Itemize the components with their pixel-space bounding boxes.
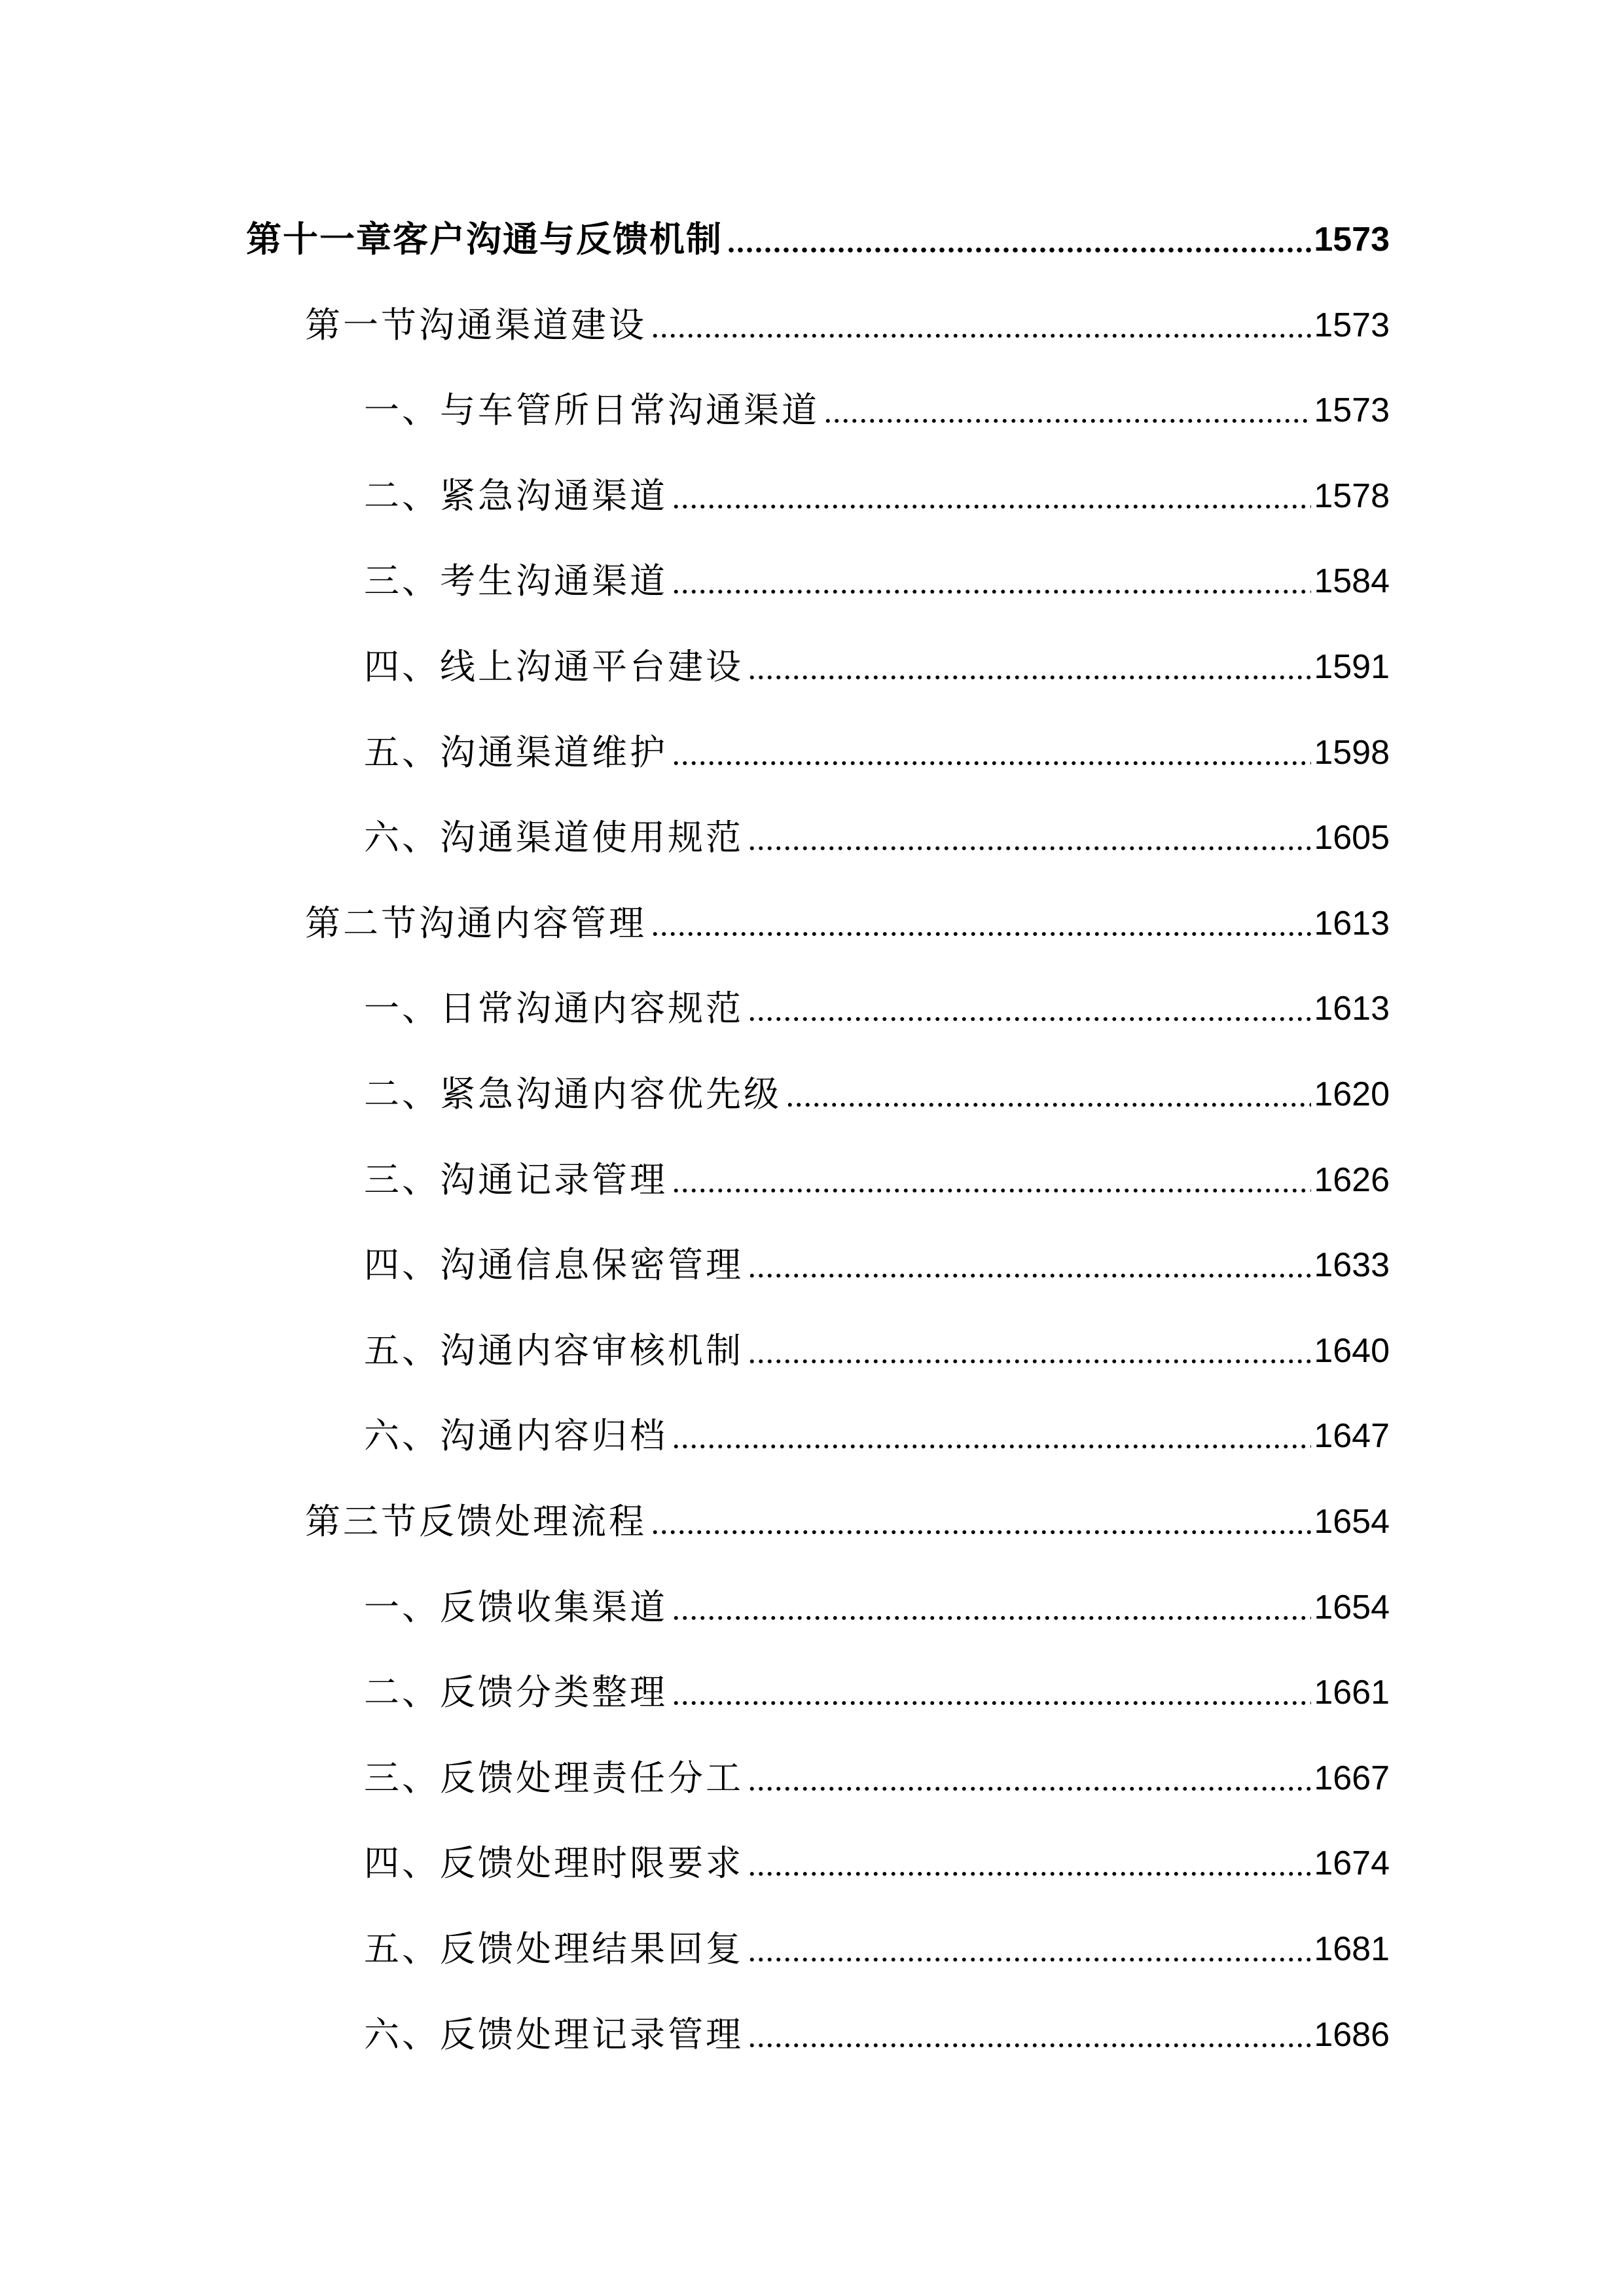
- dot-leader: [748, 1931, 1311, 1967]
- toc-entry-title: 一、与车管所日常沟通渠道: [364, 389, 820, 431]
- dot-leader: [748, 1846, 1311, 1881]
- dot-leader: [651, 906, 1311, 941]
- dot-leader: [748, 1333, 1311, 1369]
- dot-leader: [672, 1418, 1311, 1454]
- dot-leader: [748, 649, 1311, 685]
- toc-entry-page-number: 1573: [1314, 391, 1390, 430]
- toc-entry-page-number: 1654: [1314, 1588, 1390, 1626]
- toc-entry-page-number: 1613: [1314, 904, 1390, 942]
- toc-entry-title: 一、日常沟通内容规范: [364, 988, 744, 1030]
- dot-leader: [672, 735, 1311, 770]
- toc-entry[interactable]: [305, 1489, 1390, 1554]
- toc-entry[interactable]: [364, 1916, 1390, 1982]
- toc-entry-title: 三、沟通记录管理: [364, 1158, 668, 1200]
- toc-entry[interactable]: [246, 207, 1390, 272]
- toc-entry[interactable]: [364, 2002, 1390, 2068]
- toc-entry[interactable]: [364, 1062, 1390, 1127]
- toc-entry-page-number: 1605: [1314, 819, 1390, 857]
- toc-entry-page-number: 1620: [1314, 1075, 1390, 1113]
- toc-entry-title: 五、沟通渠道维护: [364, 731, 668, 773]
- toc-entry-title: 二、紧急沟通渠道: [364, 475, 668, 516]
- dot-leader: [651, 308, 1311, 343]
- toc-entry-title: 四、沟通信息保密管理: [364, 1244, 744, 1286]
- toc-entry-page-number: 1626: [1314, 1160, 1390, 1199]
- toc-entry-page-number: 1598: [1314, 733, 1390, 772]
- toc-entry-page-number: 1573: [1314, 221, 1390, 259]
- toc-entry-page-number: 1640: [1314, 1331, 1390, 1370]
- toc-entry-page-number: 1667: [1314, 1759, 1390, 1797]
- toc-entry-title: 二、反馈分类整理: [364, 1672, 668, 1713]
- toc-entry-page-number: 1584: [1314, 562, 1390, 601]
- toc-entry[interactable]: [305, 891, 1390, 956]
- dot-leader: [748, 2017, 1311, 2053]
- toc-entry-title: 三、考生沟通渠道: [364, 560, 668, 602]
- toc-entry-title: 六、沟通内容归档: [364, 1415, 668, 1457]
- toc-entry[interactable]: [364, 634, 1390, 700]
- toc-entry-title: 第十一章客户沟通与反馈机制: [246, 219, 723, 260]
- dot-leader: [748, 1761, 1311, 1796]
- toc-entry-page-number: 1613: [1314, 990, 1390, 1028]
- dot-leader: [823, 393, 1311, 428]
- toc-entry-title: 六、反馈处理记录管理: [364, 2013, 744, 2055]
- toc-entry[interactable]: [364, 1575, 1390, 1640]
- toc-entry[interactable]: [364, 548, 1390, 614]
- toc-entry[interactable]: [364, 805, 1390, 870]
- toc-entry-title: 一、反馈收集渠道: [364, 1586, 668, 1628]
- toc-entry-title: 五、反馈处理结果回复: [364, 1928, 744, 1969]
- dot-leader: [651, 1504, 1311, 1539]
- toc-entry-page-number: 1661: [1314, 1674, 1390, 1712]
- dot-leader: [727, 222, 1311, 257]
- dot-leader: [748, 820, 1311, 855]
- toc-entry[interactable]: [364, 463, 1390, 529]
- toc-entry[interactable]: [364, 1746, 1390, 1811]
- toc-entry[interactable]: [364, 1318, 1390, 1384]
- toc-entry[interactable]: [364, 1147, 1390, 1213]
- toc-entry-page-number: 1686: [1314, 2015, 1390, 2054]
- toc-entry[interactable]: [364, 1403, 1390, 1469]
- toc-entry-page-number: 1573: [1314, 306, 1390, 344]
- dot-leader: [672, 1162, 1311, 1198]
- toc-entry[interactable]: [364, 720, 1390, 785]
- toc-entry-title: 六、沟通渠道使用规范: [364, 817, 744, 859]
- toc-entry[interactable]: [364, 1232, 1390, 1298]
- dot-leader: [672, 1675, 1311, 1710]
- dot-leader: [748, 1247, 1311, 1283]
- toc-entry-title: 第一节沟通渠道建设: [305, 304, 647, 346]
- dot-leader: [672, 1590, 1311, 1625]
- toc-entry[interactable]: [364, 1660, 1390, 1725]
- toc-entry-page-number: 1578: [1314, 476, 1390, 515]
- toc-entry[interactable]: [364, 976, 1390, 1041]
- toc-entry[interactable]: [305, 293, 1390, 358]
- toc-entry[interactable]: [364, 1831, 1390, 1896]
- toc-entry-title: 四、反馈处理时限要求: [364, 1842, 744, 1884]
- dot-leader: [748, 991, 1311, 1026]
- toc-entry-title: 五、沟通内容审核机制: [364, 1329, 744, 1371]
- dot-leader: [785, 1077, 1311, 1112]
- toc-entry-title: 第三节反馈处理流程: [305, 1501, 647, 1542]
- toc-entry-title: 四、线上沟通平台建设: [364, 646, 744, 687]
- toc-entry[interactable]: [364, 378, 1390, 443]
- toc-entry-page-number: 1633: [1314, 1246, 1390, 1285]
- toc-entry-title: 二、紧急沟通内容优先级: [364, 1073, 782, 1115]
- toc-entry-page-number: 1654: [1314, 1503, 1390, 1541]
- dot-leader: [672, 478, 1311, 514]
- toc-entry-page-number: 1647: [1314, 1417, 1390, 1456]
- toc-entry-page-number: 1681: [1314, 1930, 1390, 1968]
- toc-entry-page-number: 1674: [1314, 1844, 1390, 1883]
- toc-entry-page-number: 1591: [1314, 648, 1390, 686]
- toc-entry-title: 第二节沟通内容管理: [305, 902, 647, 944]
- dot-leader: [672, 564, 1311, 599]
- toc-entry-title: 三、反馈处理责任分工: [364, 1757, 744, 1799]
